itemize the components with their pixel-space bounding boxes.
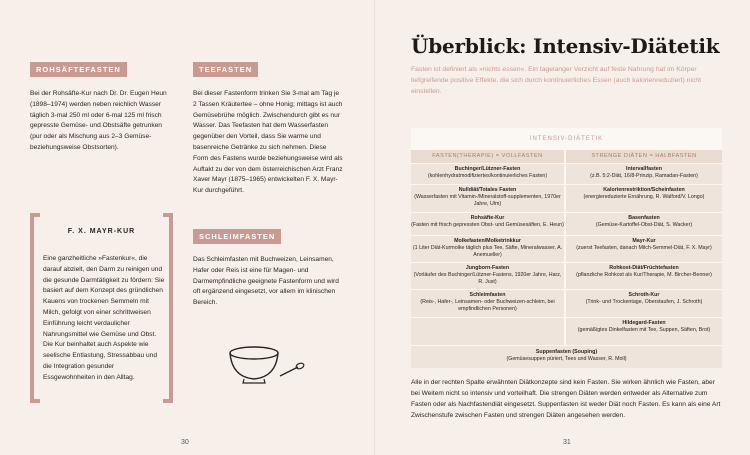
cell-title: Molkefasten/Molketrinkkur <box>454 238 521 244</box>
cell-desc: (pflanzliche Rohkost als Kur/Therapie, M. Bircher-Benner) <box>576 272 712 278</box>
table-cell-left <box>411 164 564 184</box>
cell-desc: (1 Liter Diät-Kurmolke täglich plus Tee, Säfte, Mineralwasser, A. Anemueller) <box>412 245 563 258</box>
table-cell-right <box>566 263 722 289</box>
cell-title: Kalorienrestriktion/Scheinfasten <box>603 187 685 193</box>
cell-title: Nulldiät/Totales Fasten <box>458 187 517 193</box>
table-cell-left <box>411 185 564 212</box>
table-cell-right <box>566 185 722 212</box>
outro-text: Alle in der rechten Spalte erwähnten Diätkonzepte sind kein Fasten. Sie wirken ähnlich wie Fasten, aber bei Weitem nicht so intensiv und vorteilhaft. Die strengen Diäten werden entweder als Alternative zum Fasten oder als Nachfastendiät eingesetzt. Suppenfasten ist weder Diät noch Fasten. Es kann als eine Art Zwischenstufe zwischen Fasten und strengen Diäten angesehen werden. <box>411 379 721 419</box>
page-number-right: 31 <box>563 439 571 446</box>
schleimfasten-text: Das Schleimfasten mit Buchweizen, Leinsamen, Hafer oder Reis ist eine für Magen- und Darmempfindliche geeignete Fastenform und wird oft ergänzend eingesetzt, vor allem im klinischen Bereich. <box>193 256 339 307</box>
table-cell-right <box>566 213 722 235</box>
diaetetik-table <box>411 128 722 368</box>
table-cell-right <box>566 164 722 184</box>
intro-text: Fasten ist definiert als »nichts essen«. Ein tagelanger Verzicht auf feste Nahrung hat im Körper tiefgreifende positive Effekte, die sich durch kontinuierliches Essen (auch kalorienreduziert) nicht einstellen. <box>411 66 702 95</box>
rohsaftefasten-text: Bei der Rohsäfte-Kur nach Dr. Dr. Eugen Heun (1898–1974) werden neben reichlich Wasser täglich 3-mal 250 ml oder 6-mal 125 ml frisch gepresste Gemüse- und Obstsäfte getrunken (pur oder als Mischung aus 2–3 Gemüse- beziehungsweise Obstsorten). <box>30 90 167 151</box>
table-cell-left <box>411 318 564 345</box>
table-cell-right <box>566 318 722 345</box>
cell-desc: (zuerst Teefasten, danach Milch-Semmel-Diät, F. X. Mayr) <box>576 245 712 251</box>
table-cell-right <box>566 290 722 317</box>
rohsaftefasten-label: ROHSÄFTEFASTEN <box>30 62 127 77</box>
cell-desc: (Wasserfasten mit Vitamin-/Mineralstoff-supplementen, 1970er Jahre, Ulm) <box>414 194 561 207</box>
cell-desc: (gemäßigtes Dinkelfasten mit Tee, Suppen, Säften, Brot) <box>577 327 711 333</box>
bowl-and-spoon-icon <box>226 343 306 395</box>
cell-title: Schleimfasten <box>469 292 506 298</box>
cell-desc: (Gemüse-Kartoffel-Obst-Diät, S. Wacker) <box>595 222 693 228</box>
table-cell-left <box>411 236 564 262</box>
cell-title: Rohkost-Diät/Früchtefasten <box>609 265 679 271</box>
cell-title: Jungborn-Fasten <box>465 265 510 271</box>
cell-desc: (Trink- und Trockentage, Oberstaufen, J. Schroth) <box>585 299 703 305</box>
page-title: Überblick: Intensiv-Diätetik <box>411 34 720 58</box>
table-cell-right <box>566 236 722 262</box>
table-heading: INTENSIV-DIÄTETIK <box>529 136 604 142</box>
mayr-kur-text: Eine ganzheitliche »Fastenkur«, die darauf abzielt, den Darm zu reinigen und die gesunde Darmtätigkeit zu fördern: Sie basiert auf dem Konzept des gründlichen Kauens von trockenen Semmeln mit Milch, gefolgt von einer schrittweisen Einführung leicht verdaulicher Nahrungsmittel wie Gemüse und Obst. Die Kur beinhaltet auch Aspekte wie seelische Entlastung, Stressabbau und die Integration gesunder Essgewohnheiten in den Alltag. <box>43 255 165 381</box>
footer-desc: (Gemüsesuppen püriert, Tees und Wasser, R. Moll) <box>506 356 627 362</box>
cell-title: Intervallfasten <box>626 166 662 172</box>
teefasten-text: Bei dieser Fastenform trinken Sie 3-mal am Tag je 2 Tassen Kräutertee – ohne Honig; mittags ist auch Gemüsebrühe möglich. Zwischendurch gibt es nur Wasser. Das Teefasten hat dem Wasserfasten gegenüber den Vorteil, dass Sie warme und basenreiche Getränke zu sich nehmen. Diese Form des Fastens wurde beziehungsweise wird als Auftakt zu der von dem österreichischen Arzt Franz Xaver Mayr (1875–1965) entwickelten F. X. Mayr-Kur durchgeführt. <box>193 90 343 195</box>
cell-desc: (kohlenhydratmodifiziertes/kontinuierliches Fasten) <box>427 173 548 179</box>
cell-desc: (Fasten mit frisch gepressten Obst- und Gemüsesäften, E. Heun) <box>411 222 564 228</box>
mayr-kur-box <box>30 213 173 395</box>
cell-title: Rohsäfte-Kur <box>470 215 505 221</box>
table-cell-left <box>411 213 564 235</box>
footer-title: Suppenfasten (Souping) <box>535 349 598 355</box>
cell-title: Schroth-Kur <box>628 292 660 298</box>
table-cell-left <box>411 263 564 289</box>
cell-desc: (Vorläufer des Buchinger/Lützner-Fastens, 1920er Jahre, Harz, R. Just) <box>413 272 562 285</box>
mayr-kur-title: F. X. MAYR-KUR <box>67 228 136 235</box>
page-number-left: 30 <box>181 439 189 446</box>
table-footer-row <box>411 346 722 368</box>
cell-desc: (energiereduzierte Ernährung, R. Walford/V. Longo) <box>583 194 705 200</box>
cell-title: Buchinger/Lützner-Fasten <box>454 166 521 172</box>
left-bracket <box>30 213 40 403</box>
column-header-vollfasten: FASTEN(THERAPIE) = VOLLFASTEN <box>411 150 564 163</box>
schleimfasten-label: SCHLEIMFASTEN <box>193 229 281 244</box>
table-cell-left <box>411 290 564 317</box>
cell-title: Hildegard-Fasten <box>622 320 666 326</box>
right-page <box>375 0 750 455</box>
cell-title: Mayr-Kur <box>632 238 656 244</box>
column-header-halbfasten: STRENGE DIÄTEN = HALBFASTEN <box>566 150 722 163</box>
teefasten-label: TEEFASTEN <box>193 62 258 77</box>
cell-title: Basenfasten <box>628 215 660 221</box>
cell-desc: (Reis-, Hafer-, Leinsamen- oder Buchweizen-schleim, bei empfindlichen Personen) <box>420 299 555 312</box>
cell-desc: (z.B. 5:2-Diät, 16/8-Prinzip, Ramadan-Fasten) <box>590 173 698 179</box>
